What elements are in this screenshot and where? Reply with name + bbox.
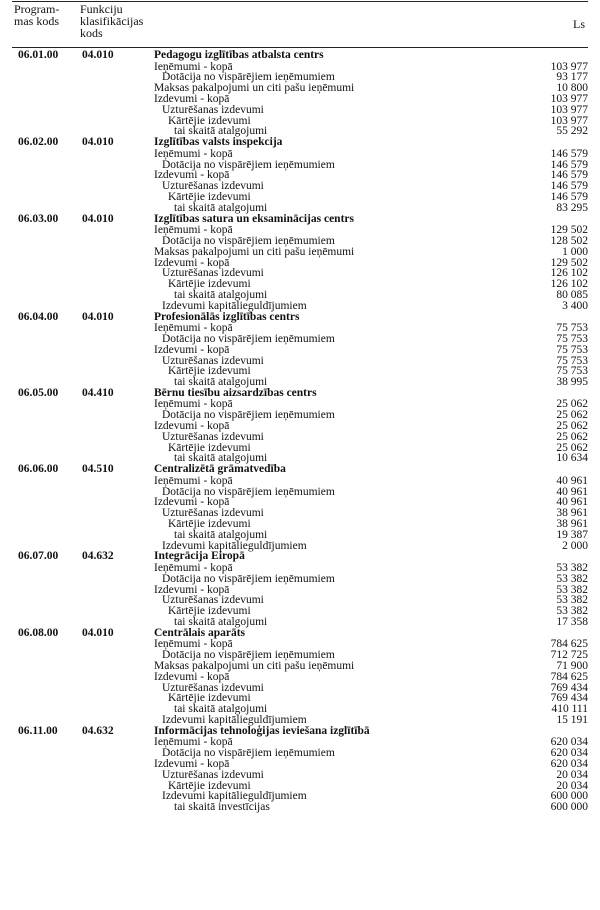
function-code: 04.632: [82, 724, 114, 737]
section-header: [0, 312, 600, 324]
line-item-value: 126 102: [550, 267, 588, 280]
line-item-label: Izdevumi kapitālieguldījumiem: [162, 299, 307, 312]
line-item: [0, 519, 600, 530]
line-item-value: 769 434: [550, 681, 588, 694]
line-item-label: Kārtējie izdevumi: [168, 692, 251, 705]
line-item: [0, 345, 600, 356]
line-item-value: 103 977: [550, 60, 588, 73]
line-item-value: 15 191: [556, 713, 588, 726]
line-item-value: 55 292: [556, 125, 588, 138]
program-code: 06.08.00: [18, 626, 59, 639]
program-code: 06.06.00: [18, 463, 59, 476]
section-header: [0, 214, 600, 226]
line-item-value: 93 177: [556, 71, 588, 84]
line-item: [0, 149, 600, 160]
line-item: [0, 334, 600, 345]
line-item-label: Dotācija no vispārējiem ieņēmumiem: [162, 332, 335, 345]
line-item-value: 40 961: [556, 474, 588, 487]
function-code: 04.010: [82, 626, 114, 639]
line-item: [0, 192, 600, 203]
section-title: Pedagogu izglītības atbalsta centrs: [154, 49, 324, 61]
line-item-label: Uzturēšanas izdevumi: [162, 430, 264, 443]
line-item: [0, 160, 600, 171]
line-item-label: Dotācija no vispārējiem ieņēmumiem: [162, 158, 335, 171]
line-item: [0, 421, 600, 432]
line-item-value: 53 382: [556, 583, 588, 596]
line-item-value: 146 579: [550, 190, 588, 203]
line-item-value: 80 085: [556, 288, 588, 301]
line-item-value: 25 062: [556, 441, 588, 454]
line-item-value: 146 579: [550, 147, 588, 160]
budget-table-body: [0, 50, 600, 813]
line-item: [0, 366, 600, 377]
line-item: [0, 791, 600, 802]
line-item: [0, 258, 600, 269]
line-item-label: tai skaitā atalgojumi: [174, 288, 268, 301]
line-item-label: tai skaitā atalgojumi: [174, 703, 268, 716]
line-item-value: 75 753: [556, 322, 588, 335]
line-item-value: 146 579: [550, 180, 588, 193]
line-item-label: Ieņēmumi - kopā: [154, 562, 233, 575]
line-item-label: Ieņēmumi - kopā: [154, 474, 233, 487]
line-item-label: Maksas pakalpojumi un citi pašu ieņēmumi: [154, 82, 355, 95]
section-header: [0, 388, 600, 400]
line-item-value: 620 034: [550, 747, 588, 760]
line-item-label: Uzturēšanas izdevumi: [162, 507, 264, 520]
line-item-label: Uzturēšanas izdevumi: [162, 594, 264, 607]
line-item-value: 83 295: [556, 201, 588, 214]
line-item-label: tai skaitā atalgojumi: [174, 125, 268, 138]
line-item: [0, 595, 600, 606]
function-code: 04.510: [82, 463, 114, 476]
section-title: Centrālais aparāts: [154, 626, 246, 639]
line-item-label: Izdevumi - kopā: [154, 169, 230, 182]
line-item-label: Dotācija no vispārējiem ieņēmumiem: [162, 409, 335, 422]
line-item: [0, 356, 600, 367]
line-item-label: Izdevumi kapitālieguldījumiem: [162, 713, 307, 726]
line-item-label: tai skaitā investīcijas: [174, 801, 270, 814]
line-item-value: 38 995: [556, 376, 588, 389]
line-item-label: Kārtējie izdevumi: [168, 779, 251, 792]
line-item-label: Kārtējie izdevumi: [168, 365, 251, 378]
line-item-value: 25 062: [556, 430, 588, 443]
line-item-label: Izdevumi - kopā: [154, 256, 230, 269]
line-item: [0, 606, 600, 617]
line-item: [0, 443, 600, 454]
line-item: [0, 497, 600, 508]
line-item-value: 75 753: [556, 343, 588, 356]
program-section: [0, 50, 600, 137]
line-item: [0, 301, 600, 312]
line-item-value: 20 034: [556, 779, 588, 792]
line-item-value: 129 502: [550, 224, 588, 237]
line-item-label: tai skaitā atalgojumi: [174, 616, 268, 629]
line-item-label: Uzturēšanas izdevumi: [162, 103, 264, 116]
line-item-label: Kārtējie izdevumi: [168, 518, 251, 531]
currency-header: Ls: [573, 17, 585, 31]
line-item-label: Ieņēmumi - kopā: [154, 147, 233, 160]
function-code: 04.410: [82, 386, 114, 399]
line-item-label: Uzturēšanas izdevumi: [162, 267, 264, 280]
program-code: 06.02.00: [18, 136, 59, 149]
line-item: [0, 105, 600, 116]
line-item: [0, 487, 600, 498]
program-section: [0, 137, 600, 213]
line-item-value: 10 800: [556, 82, 588, 95]
line-item-label: Kārtējie izdevumi: [168, 114, 251, 127]
line-item-label: Izdevumi kapitālieguldījumiem: [162, 790, 307, 803]
line-item: [0, 508, 600, 519]
line-item-label: Ieņēmumi - kopā: [154, 398, 233, 411]
line-item-value: 25 062: [556, 420, 588, 433]
line-item-value: 25 062: [556, 398, 588, 411]
line-item: [0, 181, 600, 192]
program-code: 06.05.00: [18, 386, 59, 399]
line-item-label: tai skaitā atalgojumi: [174, 376, 268, 389]
line-item-label: Ieņēmumi - kopā: [154, 322, 233, 335]
line-item-value: 712 725: [550, 649, 588, 662]
line-item-value: 2 000: [562, 539, 588, 552]
line-item-label: Kārtējie izdevumi: [168, 605, 251, 618]
line-item-label: tai skaitā atalgojumi: [174, 528, 268, 541]
program-section: [0, 464, 600, 551]
line-item-value: 40 961: [556, 485, 588, 498]
function-code: 04.010: [82, 310, 114, 323]
line-item-value: 146 579: [550, 158, 588, 171]
section-header: [0, 464, 600, 476]
program-section: [0, 214, 600, 312]
line-item: [0, 802, 600, 813]
line-item: [0, 574, 600, 585]
section-title: Informācijas tehnoloģijas ieviešana izglītībā: [154, 724, 370, 737]
section-header: [0, 551, 600, 563]
line-item-label: Izdevumi - kopā: [154, 583, 230, 596]
section-title: Izglītības satura un eksaminācijas centrs: [154, 212, 354, 225]
section-header: [0, 628, 600, 640]
line-item-value: 103 977: [550, 103, 588, 116]
line-item-label: Ieņēmumi - kopā: [154, 60, 233, 73]
function-code: 04.010: [82, 212, 114, 225]
program-code: 06.07.00: [18, 550, 59, 563]
line-item-value: 71 900: [556, 660, 588, 672]
line-item-value: 146 579: [550, 169, 588, 182]
line-item-value: 1 000: [562, 245, 588, 258]
line-item: [0, 672, 600, 683]
line-item-label: Dotācija no vispārējiem ieņēmumiem: [162, 572, 335, 585]
program-section: [0, 726, 600, 813]
line-item: [0, 693, 600, 704]
line-item-value: 410 111: [551, 703, 588, 716]
line-item: [0, 683, 600, 694]
line-item-label: tai skaitā atalgojumi: [174, 201, 268, 214]
line-item-value: 53 382: [556, 562, 588, 575]
program-section: [0, 312, 600, 388]
function-code-header: Funkciju klasifikācijas kods: [80, 2, 144, 40]
line-item: [0, 203, 600, 214]
line-item-label: Izdevumi - kopā: [154, 92, 230, 105]
line-item-value: 20 034: [556, 768, 588, 781]
line-item-value: 75 753: [556, 354, 588, 367]
line-item: [0, 661, 600, 672]
line-item-value: 53 382: [556, 605, 588, 618]
line-item: [0, 170, 600, 181]
line-item: [0, 585, 600, 596]
table-header: [0, 0, 600, 48]
line-item: [0, 83, 600, 94]
line-item-label: Maksas pakalpojumi un citi pašu ieņēmumi: [154, 245, 355, 258]
line-item-label: Maksas pakalpojumi un citi pašu ieņēmumi: [154, 660, 355, 672]
line-item-value: 620 034: [550, 736, 588, 749]
program-code: 06.03.00: [18, 212, 59, 225]
section-title: Bērnu tiesību aizsardzības centrs: [154, 386, 317, 399]
line-item: [0, 268, 600, 279]
line-item-label: tai skaitā atalgojumi: [174, 452, 268, 465]
program-code: 06.11.00: [18, 724, 58, 737]
line-item-label: Ieņēmumi - kopā: [154, 736, 233, 749]
line-item-value: 38 961: [556, 507, 588, 520]
line-item-label: Dotācija no vispārējiem ieņēmumiem: [162, 234, 335, 247]
line-item: [0, 279, 600, 290]
line-item-value: 19 387: [556, 528, 588, 541]
section-header: [0, 50, 600, 62]
line-item-value: 600 000: [550, 790, 588, 803]
line-item-value: 784 625: [550, 670, 588, 683]
line-item-value: 769 434: [550, 692, 588, 705]
line-item-value: 103 977: [550, 114, 588, 127]
section-title: Izglītības valsts inspekcija: [154, 136, 283, 149]
line-item-label: Izdevumi - kopā: [154, 343, 230, 356]
line-item-label: Izdevumi - kopā: [154, 670, 230, 683]
line-item-value: 17 358: [556, 616, 588, 629]
program-section: [0, 388, 600, 464]
line-item: [0, 410, 600, 421]
line-item: [0, 770, 600, 781]
line-item-label: Kārtējie izdevumi: [168, 441, 251, 454]
section-header: [0, 137, 600, 149]
line-item: [0, 432, 600, 443]
line-item-label: Dotācija no vispārējiem ieņēmumiem: [162, 485, 335, 498]
line-item-value: 75 753: [556, 332, 588, 345]
line-item-label: Dotācija no vispārējiem ieņēmumiem: [162, 649, 335, 662]
line-item-label: Ieņēmumi - kopā: [154, 638, 233, 651]
line-item-label: Uzturēšanas izdevumi: [162, 180, 264, 193]
line-item-label: Ieņēmumi - kopā: [154, 224, 233, 237]
line-item-value: 126 102: [550, 278, 588, 291]
line-item-label: Uzturēšanas izdevumi: [162, 354, 264, 367]
function-code: 04.010: [82, 136, 114, 149]
program-section: [0, 551, 600, 627]
function-code: 04.010: [82, 49, 114, 61]
line-item-label: Kārtējie izdevumi: [168, 278, 251, 291]
section-title: Profesionālās izglītības centrs: [154, 310, 300, 323]
line-item-value: 103 977: [550, 92, 588, 105]
program-code: 06.04.00: [18, 310, 59, 323]
line-item-label: Uzturēšanas izdevumi: [162, 768, 264, 781]
line-item-label: Izdevumi - kopā: [154, 757, 230, 770]
line-item: [0, 759, 600, 770]
line-item-value: 38 961: [556, 518, 588, 531]
line-item-label: Izdevumi - kopā: [154, 496, 230, 509]
line-item-value: 40 961: [556, 496, 588, 509]
line-item-value: 53 382: [556, 594, 588, 607]
function-code: 04.632: [82, 550, 114, 563]
line-item-value: 620 034: [550, 757, 588, 770]
line-item: [0, 247, 600, 258]
program-section: [0, 628, 600, 726]
line-item-value: 784 625: [550, 638, 588, 651]
line-item-value: 600 000: [550, 801, 588, 814]
program-code: 06.01.00: [18, 49, 59, 61]
line-item-label: Dotācija no vispārējiem ieņēmumiem: [162, 747, 335, 760]
line-item-value: 75 753: [556, 365, 588, 378]
line-item-value: 129 502: [550, 256, 588, 269]
line-item: [0, 748, 600, 759]
line-item-label: Kārtējie izdevumi: [168, 190, 251, 203]
line-item-label: Izdevumi kapitālieguldījumiem: [162, 539, 307, 552]
line-item-value: 10 634: [556, 452, 588, 465]
line-item: [0, 116, 600, 127]
line-item-label: Izdevumi - kopā: [154, 420, 230, 433]
line-item-label: Dotācija no vispārējiem ieņēmumiem: [162, 71, 335, 84]
line-item-label: Uzturēšanas izdevumi: [162, 681, 264, 694]
header-bottom-rule: [12, 47, 588, 48]
section-header: [0, 726, 600, 738]
line-item-value: 53 382: [556, 572, 588, 585]
line-item-value: 128 502: [550, 234, 588, 247]
program-code-header: Program- mas kods: [14, 2, 60, 28]
line-item-value: 3 400: [562, 299, 588, 312]
section-title: Integrācija Eiropā: [154, 550, 245, 563]
line-item: [0, 94, 600, 105]
line-item-value: 25 062: [556, 409, 588, 422]
section-title: Centralizētā grāmatvedība: [154, 463, 286, 476]
